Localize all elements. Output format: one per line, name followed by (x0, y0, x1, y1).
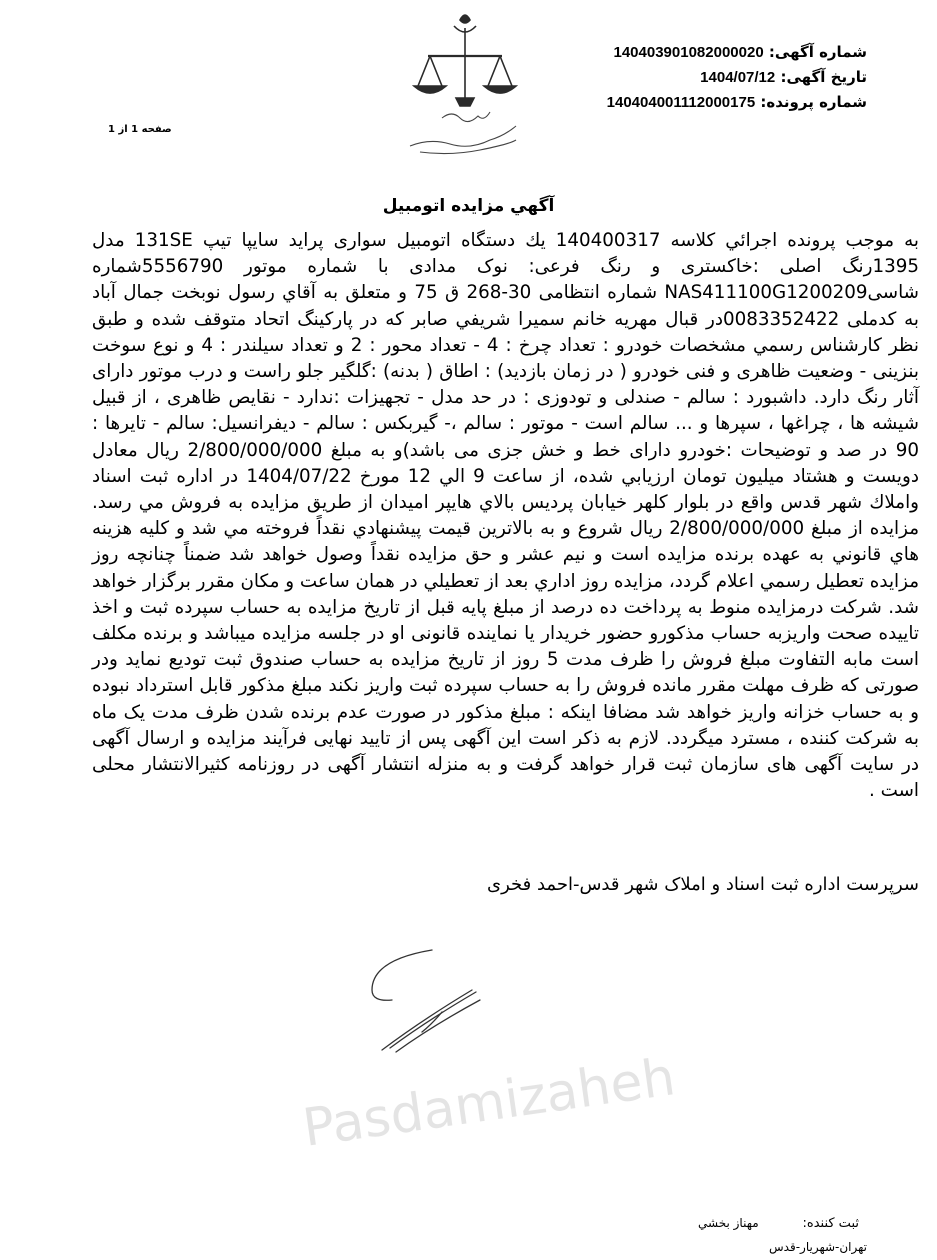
notice-body: به موجب پرونده اجرائي كلاسه 140400317 يك دستگاه اتومبيل سواری پرايد سايپا تيپ 131SE مدل 1395رنگ اصلی :خاکستری و رنگ فرعی: نوک مدادی با شماره موتور 5556790شماره شاسیNAS411100G1200209 شماره انتظامی 30-268 ق 75 و متعلق به آقاي رسول نوبخت جمال آباد به کدملی 0083352422در قبال مهريه خانم سميرا شريفي صابر که در پارکينگ اتحاد متوقف شده و طبق نظر كارشناس رسمي مشخصات خودرو : تعداد چرخ : 4 - تعداد محور : 2 و تعداد سیلندر : 4 و نوع سوخت بنزینی - وضعیت ظاهری و فنی خودرو ( در زمان بازدید) : اطاق ( بدنه) :گلگیر جلو راست و درب موتور دارای آثار رنگ دارد. داشبورد : سالم - صندلی و تودوزی : در حد مدل - تجهیزات :ندارد - نقایص ظاهری ، از قبیل شیشه ها ، چراغها ، سپرها و ... سالم است - موتور : سالم ،- گیربکس : سالم - دیفرانسیل: سالم - تایرها : 90 در صد و توضیحات :خودرو دارای خط و خش جزی می باشد)و به مبلغ 2/800/000/000 ريال معادل دويست و هشتاد ميليون تومان ارزيابي شده، از ساعت 9 الي 12 مورخ 1404/07/22 در اداره ثبت اسناد واملاك شهر قدس واقع در بلوار كلهر خيابان پرديس بالاي هايپر اميدان از طريق مزايده به فروش مي رسد. مزايده از مبلغ 2/800/000/000 ريال شروع و به بالاترين قيمت پيشنهادي نقداً فروخته مي شد و كليه هزينه هاي قانوني به عهده برنده مزايده است و نيم عشر و حق مزايده نقداً وصول خواهد شد ضمناً چنانچه روز مزايده تعطيل رسمي اعلام گردد، مزايده روز اداري بعد از تعطيلي در همان ساعت و مكان مقرر برگزار خواهد شد. شرکت درمزایده منوط به پرداخت ده درصد از مبلغ پایه قبل از تاریخ مزایده به حساب سپرده ثبت و اخذ تاییده صحت واریزبه حساب مذکورو حضور خریدار یا نماینده قانونی او در جلسه مزایده میباشد و برنده مکلف است مابه التفاوت مبلغ فروش را ظرف مدت 5 روز از تاریخ مزایده به حساب صندوق ثبت تودیع نماید ودر صورتی که ظرف مهلت مقرر مانده فروش را به حساب سپرده ثبت واریز نکند مبلغ مذکور قابل استرداد نبوده و به حساب خزانه واریز خواهد شد مضافا اینکه : مبلغ مذکور در صورت عدم برنده شدن ظرف مدت یک ماه به شرکت کننده ، مسترد میگردد. لازم به ذکر است این آگهی پس از تایید نهایی فرآیند مزایده و ارسال آگهی در سایت آگهی های سازمان ثبت قرار خواهد گرفت و به منزله انتشار آگهی در روزنامه کثیرالانتشار محلی است . (92, 230, 919, 802)
page-number: صفحه 1 از 1 (108, 124, 172, 135)
registrar-name: مهناز بخشي (698, 1216, 759, 1230)
ad-number-label: شماره آگهی: (768, 43, 867, 61)
handwritten-signature (362, 942, 492, 1057)
watermark (240, 1040, 740, 1180)
ad-date-label: تاریخ آگهی: (780, 68, 867, 86)
judiciary-emblem-icon (390, 6, 540, 164)
ad-number-value: 14040390108200002​0 (613, 44, 764, 61)
ad-date-value: 1404/07/12 (700, 69, 776, 86)
notice-title: آگهي مزايده اتومبيل (382, 196, 555, 216)
ad-number-row (607, 40, 867, 65)
svg-text:Pasdamizaheh: Pasdamizaheh (299, 1047, 679, 1159)
case-number-label: شماره پرونده: (760, 93, 867, 111)
case-number-value: 14040400111200017​5 (606, 94, 756, 111)
signer-line: سرپرست اداره ثبت اسناد و املاک شهر قدس-احمد فخری (487, 874, 919, 895)
registrar-line (698, 1216, 859, 1231)
ad-date-row (607, 65, 867, 90)
registrar-label: ثبت کننده: (802, 1216, 859, 1231)
location-line: تهران-شهریار-قدس (769, 1240, 867, 1254)
case-number-row (607, 90, 867, 115)
notice-metadata (607, 40, 867, 115)
